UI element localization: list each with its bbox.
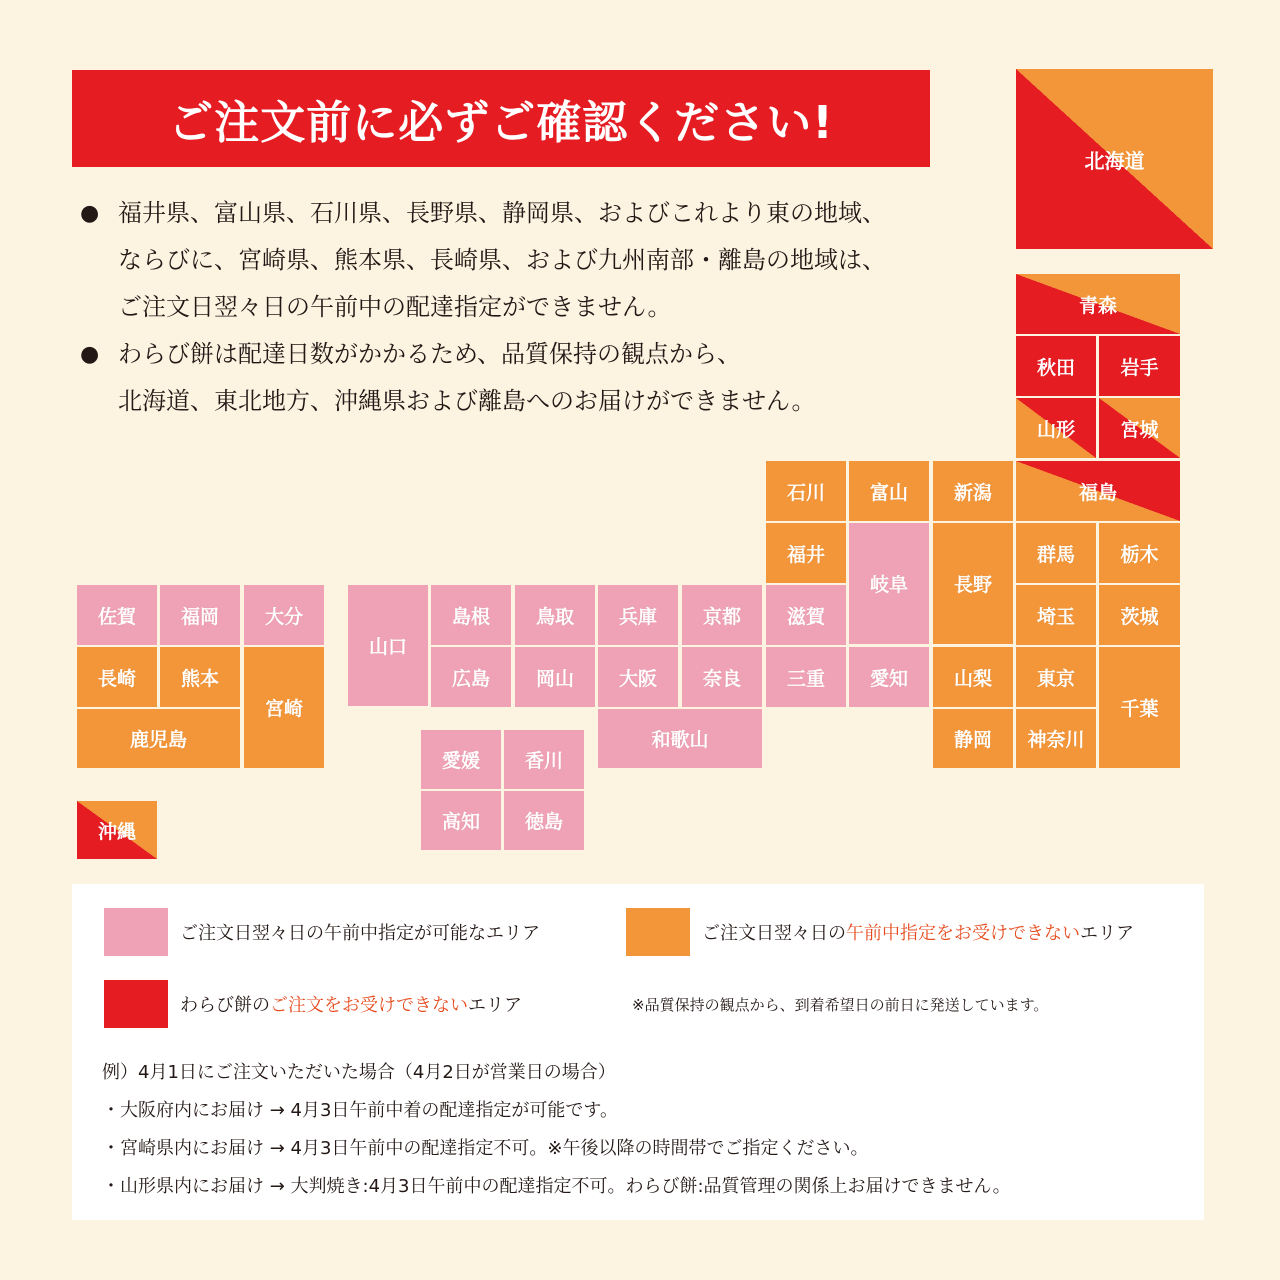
- pref-yamanashi: 山梨: [933, 647, 1013, 707]
- pref-shizuoka: 静岡: [933, 709, 1013, 768]
- pref-iwate: 岩手: [1099, 336, 1180, 396]
- pref-mie: 三重: [766, 647, 846, 707]
- notice-line: ご注文日翌々日の午前中の配達指定ができません。: [118, 293, 672, 321]
- example-line: 例）4月1日にご注文いただいた場合（4月2日が営業日の場合）: [102, 1062, 616, 1083]
- pref-akita: 秋田: [1016, 336, 1096, 396]
- pref-hiroshima: 広島: [431, 647, 511, 707]
- example-line: ・大阪府内にお届け → 4月3日午前中着の配達指定が可能です。: [102, 1100, 618, 1121]
- pref-niigata: 新潟: [933, 461, 1013, 521]
- example-line: ・宮崎県内にお届け → 4月3日午前中の配達指定不可。※午後以降の時間帯でご指定ください。: [102, 1138, 869, 1159]
- pref-yamagata: 山形: [1016, 398, 1096, 458]
- pref-okayama: 岡山: [515, 647, 595, 707]
- notice-item: [80, 331, 960, 425]
- pref-osaka: 大阪: [598, 647, 678, 707]
- pref-aichi: 愛知: [849, 647, 929, 707]
- legend-label: わらび餅のご注文をお受けできないエリア: [180, 995, 522, 1016]
- pref-aomori: 青森: [1016, 274, 1180, 334]
- legend-swatch-orange: [626, 908, 690, 956]
- pref-kumamoto: 熊本: [160, 647, 240, 707]
- pref-saga: 佐賀: [77, 585, 157, 645]
- example-line: ・山形県内にお届け → 大判焼き:4月3日午前中の配達指定不可。わらび餅:品質管理の関係上お届けできません。: [102, 1176, 1011, 1197]
- pref-miyagi: 宮城: [1099, 398, 1180, 458]
- pref-ibaraki: 茨城: [1099, 585, 1180, 645]
- legend-label: ご注文日翌々日の午前中指定をお受けできないエリア: [702, 923, 1134, 944]
- pref-hokkaido: 北海道: [1016, 69, 1213, 249]
- pref-tokushima: 徳島: [504, 791, 584, 850]
- pref-fukui: 福井: [766, 523, 846, 583]
- legend-label: ご注文日翌々日の午前中指定が可能なエリア: [180, 923, 540, 944]
- pref-tokyo: 東京: [1016, 647, 1096, 707]
- pref-ishikawa: 石川: [766, 461, 846, 521]
- pref-kyoto: 京都: [682, 585, 762, 645]
- legend-note: ※品質保持の観点から、到着希望日の前日に発送しています。: [632, 996, 1049, 1014]
- legend-item-red: [104, 980, 522, 1028]
- pref-saitama: 埼玉: [1016, 585, 1096, 645]
- pref-okinawa: 沖縄: [77, 801, 157, 859]
- pref-toyama: 富山: [849, 461, 929, 521]
- examples-list: [102, 1054, 1011, 1206]
- pref-wakayama: 和歌山: [598, 709, 762, 768]
- notice-list: [80, 190, 960, 425]
- legend-panel: [72, 884, 1204, 1220]
- pref-kochi: 高知: [421, 791, 501, 850]
- pref-oita: 大分: [244, 585, 324, 645]
- legend-item-pink: [104, 908, 540, 956]
- legend-swatch-pink: [104, 908, 168, 956]
- notice-line: ならびに、宮崎県、熊本県、長崎県、および九州南部・離島の地域は、: [118, 246, 886, 274]
- pref-kagoshima: 鹿児島: [77, 709, 240, 768]
- pref-nara: 奈良: [682, 647, 762, 707]
- pref-yamaguchi: 山口: [348, 585, 428, 706]
- notice-item: [80, 190, 960, 331]
- pref-tottori: 鳥取: [515, 585, 595, 645]
- notice-line: 福井県、富山県、石川県、長野県、静岡県、およびこれより東の地域、: [118, 199, 886, 227]
- page-title: ご注文前に必ずご確認ください!: [72, 70, 930, 167]
- bullet-icon: ●: [80, 201, 100, 226]
- legend-swatch-red: [104, 980, 168, 1028]
- pref-ehime: 愛媛: [421, 730, 501, 789]
- pref-nagano: 長野: [933, 523, 1013, 644]
- pref-hyogo: 兵庫: [598, 585, 678, 645]
- pref-shimane: 島根: [431, 585, 511, 645]
- pref-tochigi: 栃木: [1099, 523, 1180, 583]
- pref-kanagawa: 神奈川: [1016, 709, 1096, 768]
- notice-line: わらび餅は配達日数がかかるため、品質保持の観点から、: [118, 340, 742, 368]
- pref-shiga: 滋賀: [766, 585, 846, 645]
- legend-item-orange: [626, 908, 1134, 956]
- pref-gunma: 群馬: [1016, 523, 1096, 583]
- bullet-icon: ●: [80, 342, 100, 367]
- pref-gifu: 岐阜: [849, 523, 929, 644]
- pref-miyazaki: 宮崎: [244, 647, 324, 768]
- pref-fukushima: 福島: [1016, 461, 1180, 521]
- pref-chiba: 千葉: [1099, 647, 1180, 768]
- notice-line: 北海道、東北地方、沖縄県および離島へのお届けができません。: [118, 387, 816, 415]
- pref-nagasaki: 長崎: [77, 647, 157, 707]
- pref-kagawa: 香川: [504, 730, 584, 789]
- pref-fukuoka: 福岡: [160, 585, 240, 645]
